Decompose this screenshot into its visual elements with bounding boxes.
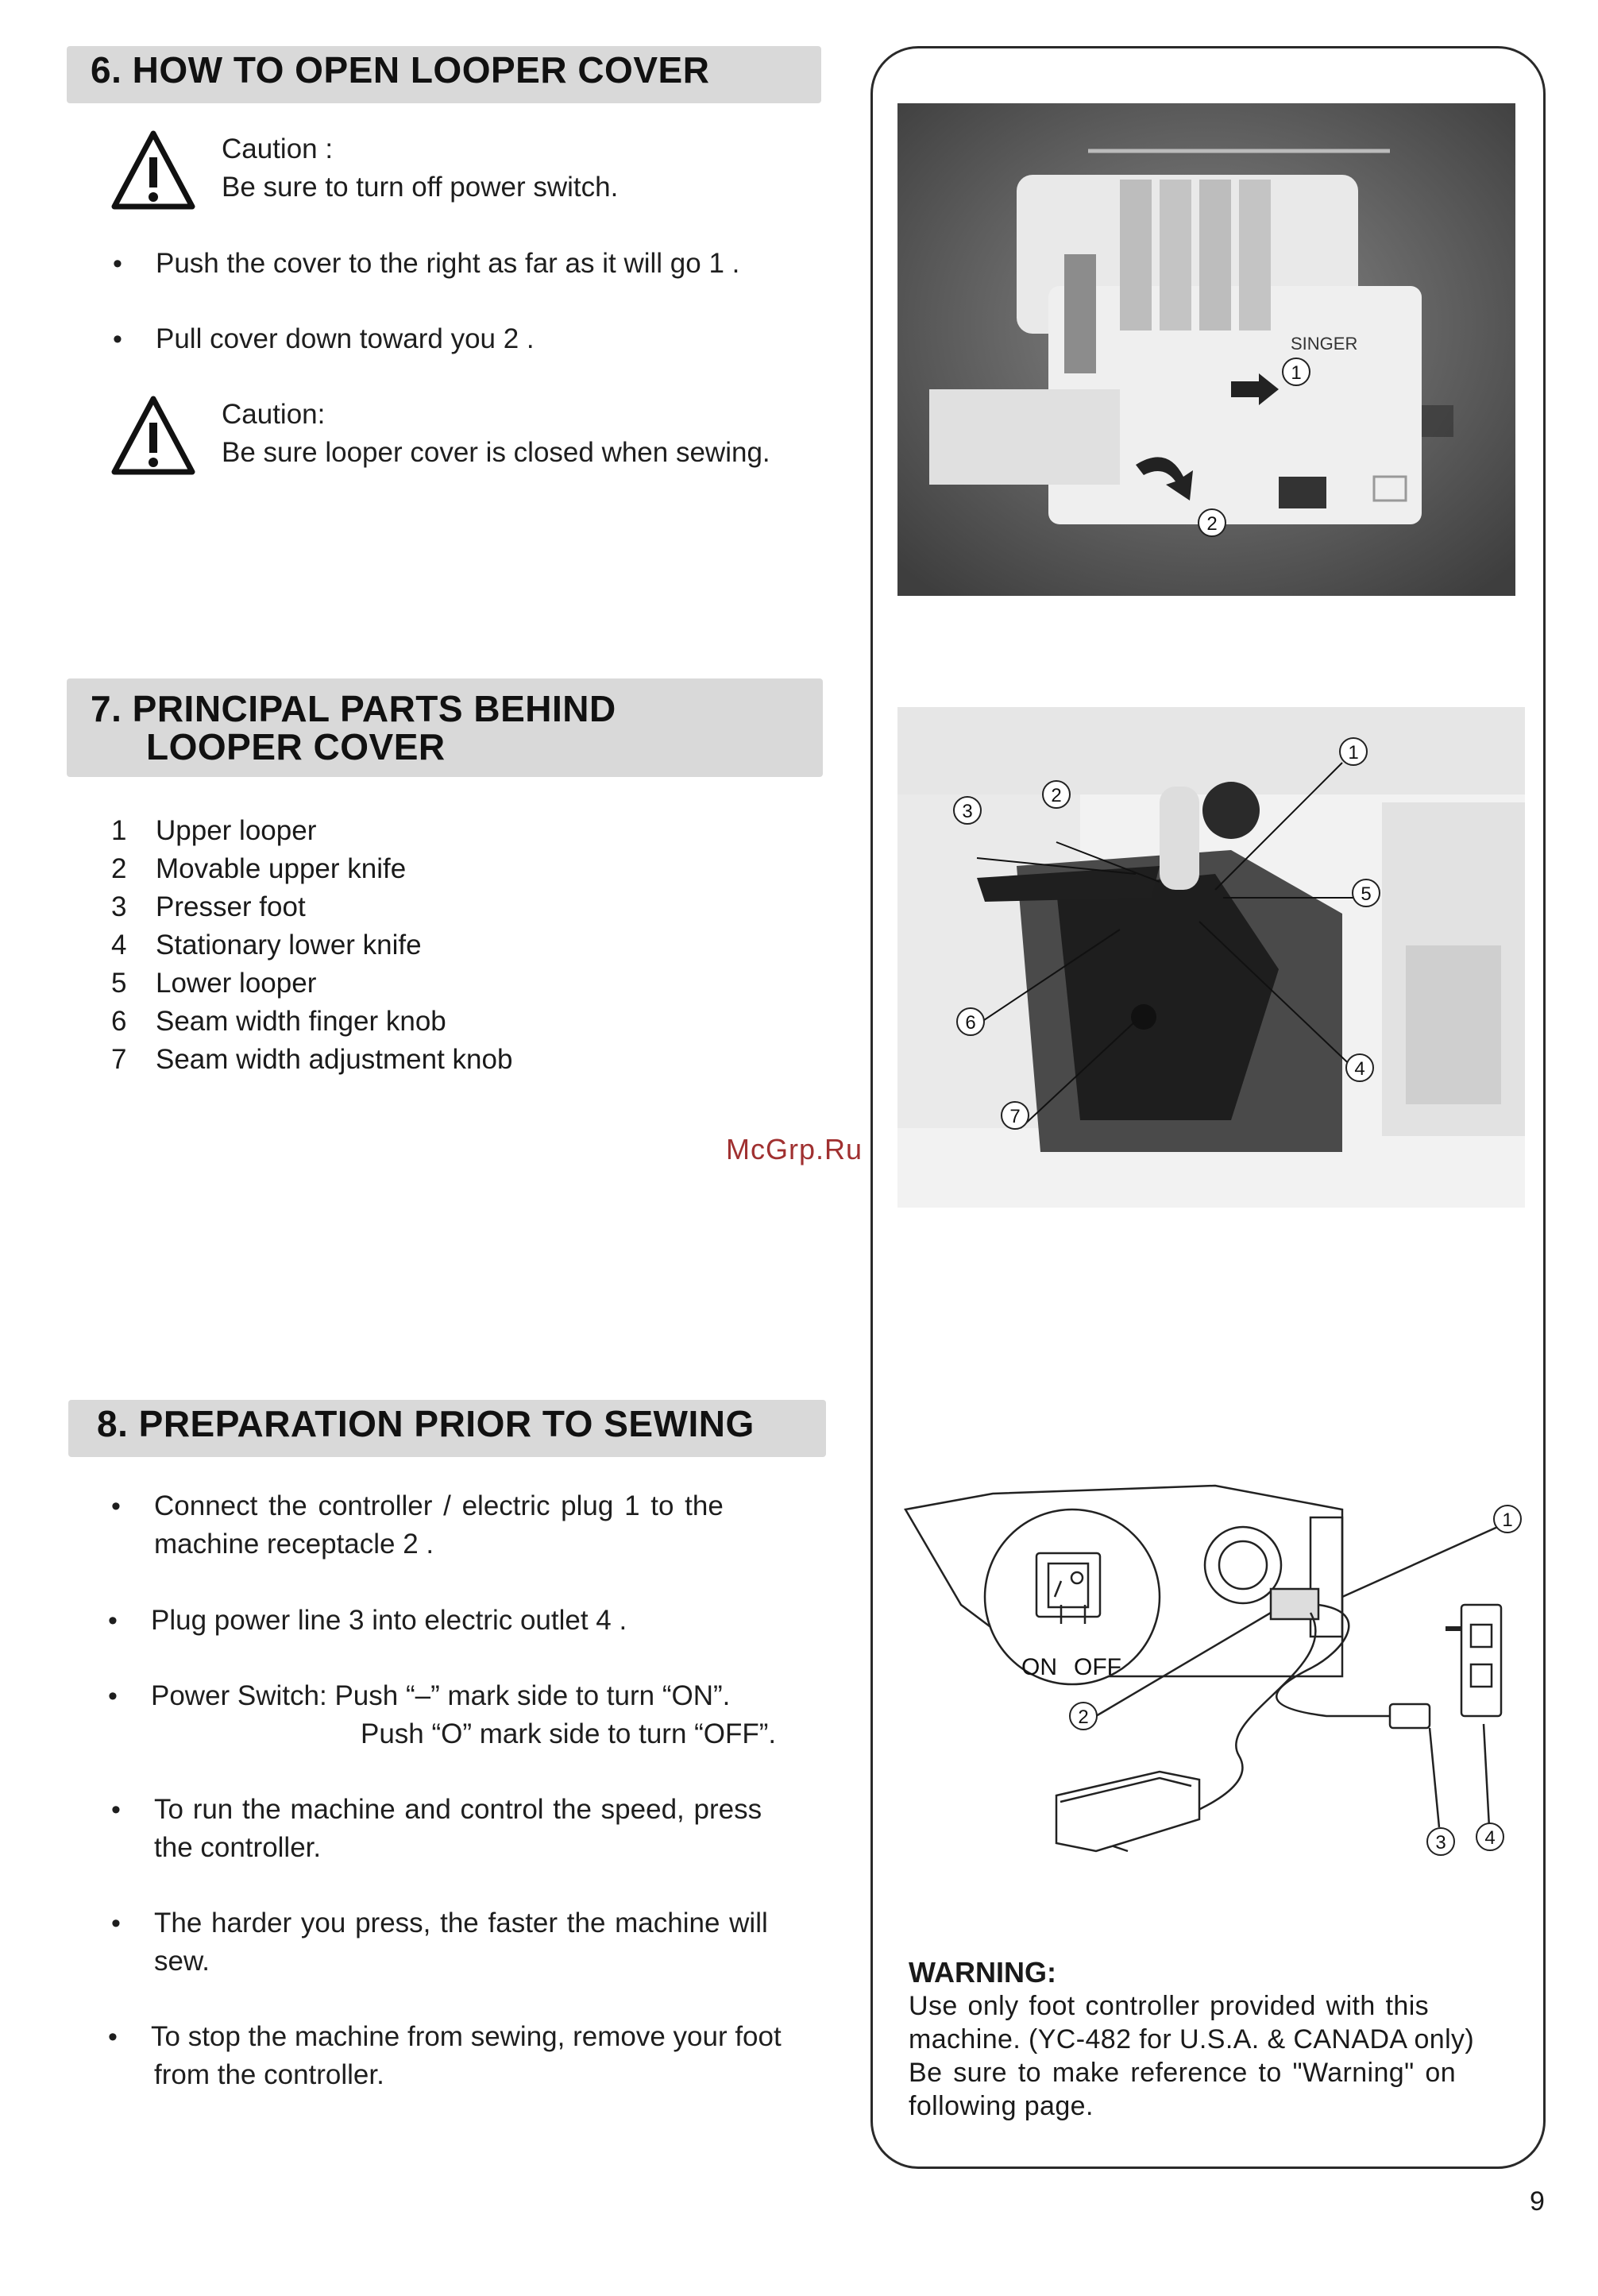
callout-3 — [954, 797, 981, 824]
watermark-text: McGrp.Ru — [726, 1133, 863, 1165]
switch-off-label: OFF — [1074, 1654, 1121, 1680]
svg-text:1: 1 — [1291, 362, 1302, 384]
callout-1 — [1283, 358, 1310, 385]
s8-bullet-harder-press: • The harder you press, the faster the machine will sew. — [154, 1904, 829, 1981]
svg-text:2: 2 — [1206, 513, 1218, 535]
svg-text:7: 7 — [1009, 1106, 1021, 1127]
warning-line-3: Be sure to make reference to "Warning" on — [909, 2058, 1457, 2088]
s8-bullet-plug-power-line: • Plug power line 3 into electric outlet 4 . — [151, 1602, 627, 1640]
page-number: 9 — [1530, 2186, 1545, 2217]
svg-text:2: 2 — [1078, 1707, 1089, 1728]
callout-2 — [1070, 1703, 1097, 1730]
caution-1-body: Be sure to turn off power switch. — [222, 172, 619, 203]
figure-looper-cover-photo — [897, 103, 1515, 596]
s8-bullet-stop-machine: • To stop the machine from sewing, remove your foot from the controller. — [151, 2018, 834, 2094]
s8-bullet-power-switch: • Power Switch: Push “–” mark side to turn “ON”. Push “O” mark side to turn “OFF”. — [151, 1677, 776, 1753]
warning-line-2: machine. (YC-482 for U.S.A. & CANADA only) — [909, 2024, 1475, 2054]
svg-text:3: 3 — [1435, 1832, 1446, 1853]
callout-6 — [957, 1008, 984, 1035]
s6-bullet-push-cover: • Push the cover to the right as far as it will go 1 . — [156, 245, 739, 283]
callout-4 — [1346, 1054, 1373, 1081]
caution-2-body: Be sure looper cover is closed when sewing. — [222, 437, 770, 468]
section-8-heading: 8. PREPARATION PRIOR TO SEWING — [68, 1400, 826, 1457]
s8-bullet-connect-plug: • Connect the controller / electric plug 1 to the machine receptacle 2 . — [154, 1487, 829, 1564]
callout-3 — [1427, 1828, 1454, 1855]
callout-7 — [1002, 1102, 1029, 1129]
callout-5 — [1353, 879, 1380, 906]
section-7-heading: 7. PRINCIPAL PARTS BEHIND LOOPER COVER — [67, 678, 823, 777]
switch-on-label: ON — [1021, 1654, 1057, 1680]
figure-controller-plug-drawing — [897, 1478, 1525, 1891]
brand-label: SINGER — [1291, 334, 1358, 354]
svg-text:4: 4 — [1354, 1058, 1365, 1080]
svg-text:5: 5 — [1361, 883, 1372, 905]
section-6-heading: 6. HOW TO OPEN LOOPER COVER — [67, 46, 821, 103]
warning-line-4: following page. — [909, 2091, 1094, 2121]
figure-principal-parts-photo — [897, 707, 1525, 1208]
warning-line-1: Use only foot controller provided with this — [909, 1991, 1430, 2021]
callout-1 — [1494, 1506, 1521, 1533]
svg-text:6: 6 — [965, 1012, 976, 1034]
svg-text:1: 1 — [1502, 1509, 1513, 1531]
callout-2 — [1198, 509, 1226, 536]
svg-text:1: 1 — [1348, 742, 1359, 763]
s6-bullet-pull-cover: • Pull cover down toward you 2 . — [156, 320, 535, 358]
callout-2 — [1043, 781, 1070, 808]
caution-2-title: Caution: — [222, 399, 326, 430]
svg-text:4: 4 — [1484, 1827, 1496, 1849]
warning-triangle-icon — [110, 392, 197, 480]
caution-1-title: Caution : — [222, 133, 334, 164]
warning-triangle-icon — [110, 127, 197, 215]
svg-text:3: 3 — [962, 801, 973, 822]
callout-1 — [1340, 738, 1367, 765]
callout-4 — [1476, 1823, 1503, 1850]
warning-block — [909, 1956, 1536, 2123]
s8-bullet-run-machine: • To run the machine and control the speed, press the controller. — [154, 1791, 829, 1867]
svg-text:2: 2 — [1051, 785, 1062, 806]
warning-title: WARNING: — [909, 1956, 1056, 1989]
